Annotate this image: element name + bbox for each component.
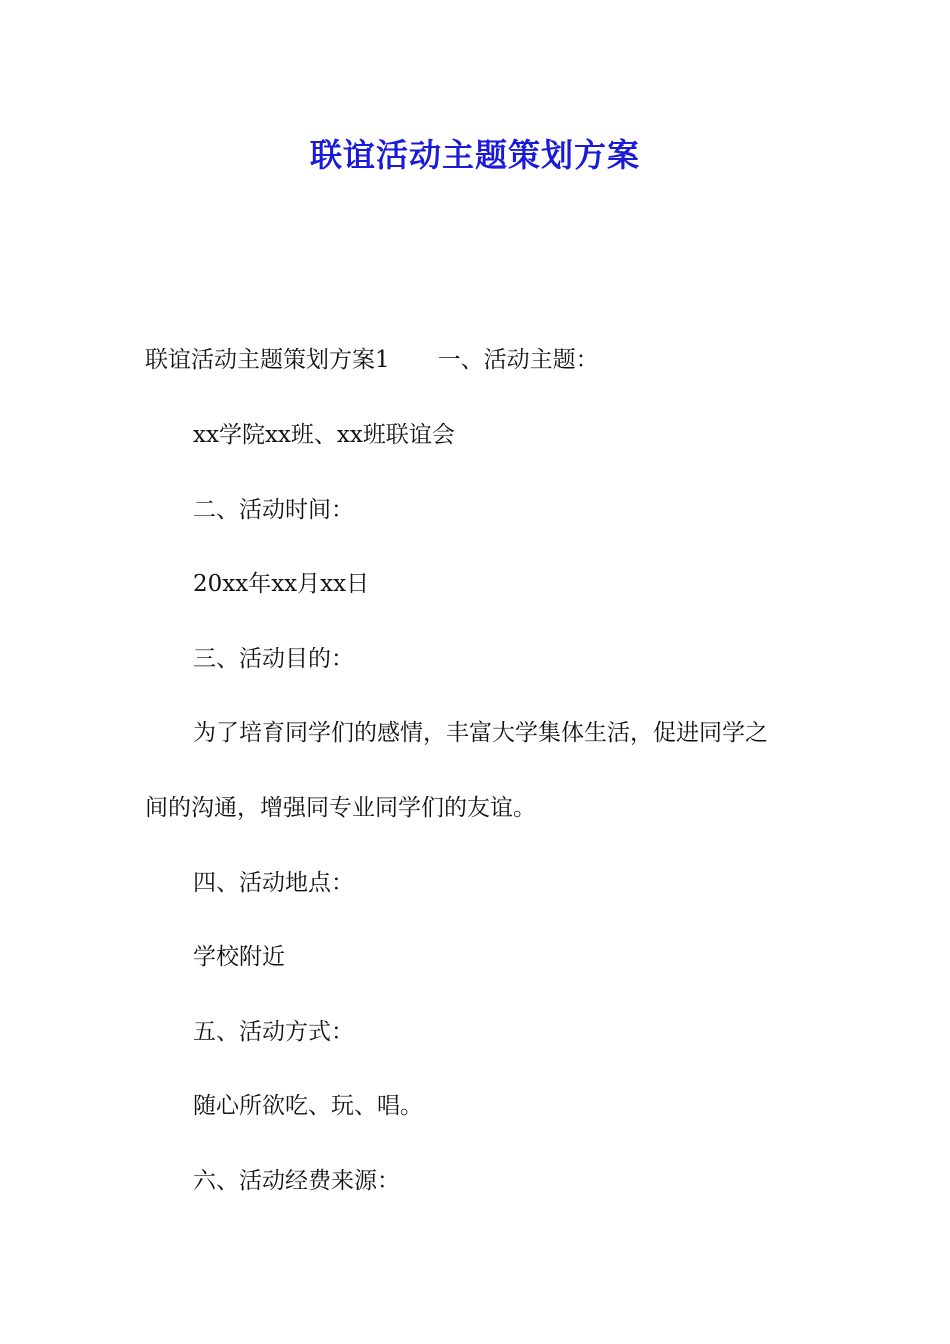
theme-text: xx学院xx班、xx班联谊会 xyxy=(193,422,455,448)
time-text: 20xx年xx月xx日 xyxy=(193,571,370,597)
intro-line xyxy=(145,345,599,375)
format-text: 随心所欲吃、玩、唱。 xyxy=(193,1093,423,1119)
section-heading-purpose: 三、活动目的： xyxy=(193,646,354,672)
section-heading-theme: 一、活动主题： xyxy=(437,347,599,373)
section-heading-funding: 六、活动经费来源： xyxy=(193,1168,400,1194)
location-text: 学校附近 xyxy=(193,944,285,970)
document-title: 联谊活动主题策划方案 xyxy=(309,136,640,174)
plan-heading: 联谊活动主题策划方案1 xyxy=(145,347,390,373)
section-heading-location: 四、活动地点： xyxy=(193,870,354,896)
section-heading-time: 二、活动时间： xyxy=(193,497,354,523)
section-heading-format: 五、活动方式： xyxy=(193,1019,354,1045)
purpose-text-line-1: 为了培育同学们的感情，丰富大学集体生活，促进同学之 xyxy=(193,720,768,746)
purpose-text-line-2: 间的沟通，增强同专业同学们的友谊。 xyxy=(145,795,536,821)
